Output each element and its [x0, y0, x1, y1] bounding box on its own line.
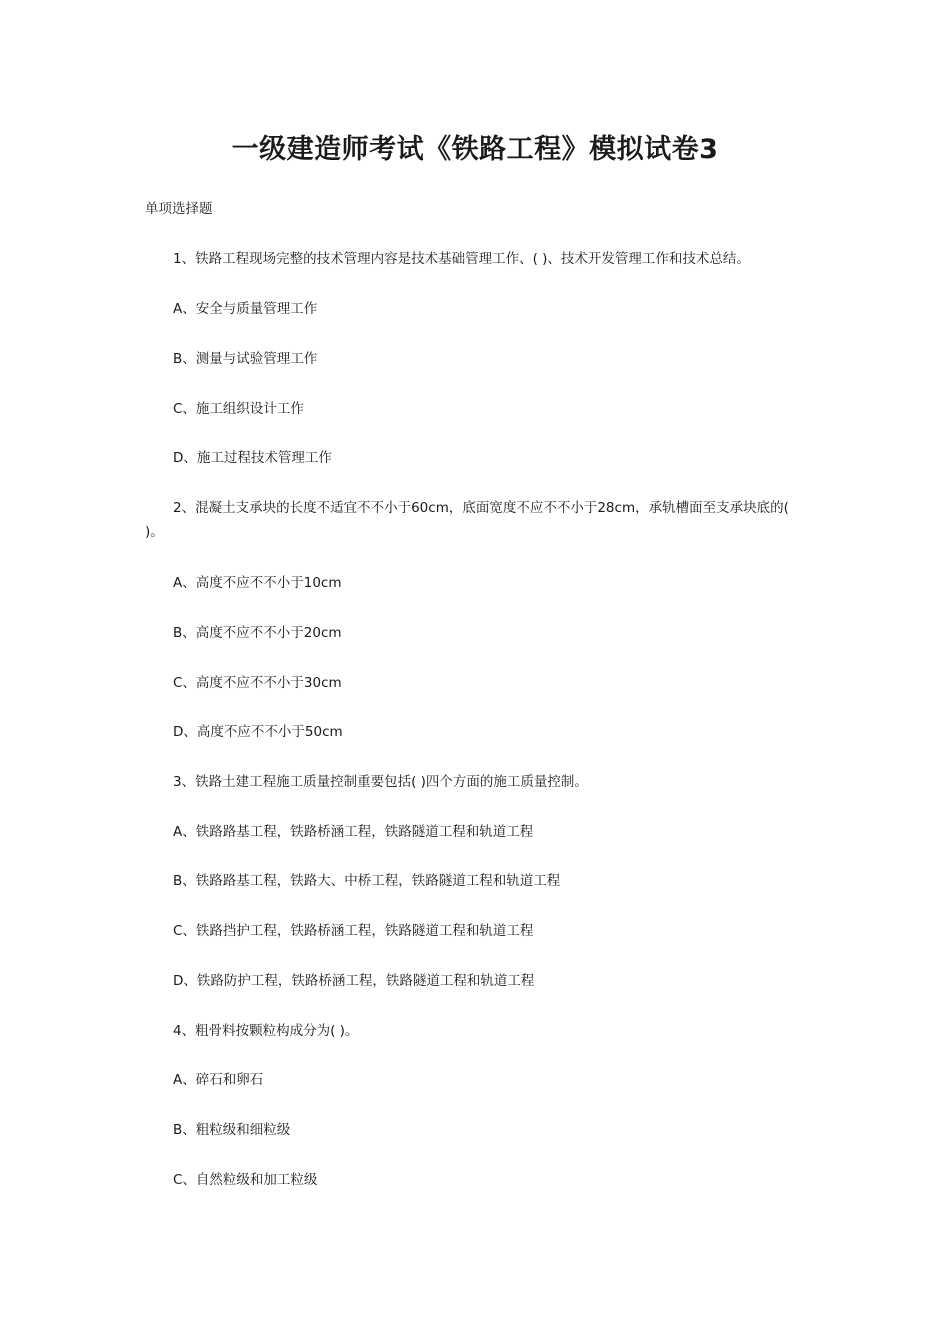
question-1-option-a: A、安全与质量管理工作	[173, 301, 318, 317]
question-1-option-b: B、测量与试验管理工作	[173, 351, 318, 367]
question-2-stem: 2、混凝土支承块的长度不适宜不不小于60cm，底面宽度不应不不小于28cm，承轨槽面至支承块底的( )。	[145, 500, 789, 540]
question-1-option-d: D、施工过程技术管理工作	[173, 450, 332, 466]
question-2-option-c: C、高度不应不不小于30cm	[173, 675, 342, 691]
section-heading: 单项选择题	[145, 201, 213, 217]
question-4-stem: 4、粗骨料按颗粒构成分为( )。	[173, 1023, 359, 1039]
question-4-option-c: C、自然粒级和加工粒级	[173, 1172, 318, 1188]
document-title: 一级建造师考试《铁路工程》模拟试卷3	[231, 134, 719, 165]
question-2-option-a: A、高度不应不不小于10cm	[173, 575, 342, 591]
question-2-option-d: D、高度不应不不小于50cm	[173, 724, 343, 740]
question-4-option-a: A、碎石和卵石	[173, 1072, 264, 1088]
question-3-option-a: A、铁路路基工程，铁路桥涵工程，铁路隧道工程和轨道工程	[173, 824, 534, 840]
question-1-stem: 1、铁路工程现场完整的技术管理内容是技术基础管理工作、( )、技术开发管理工作和技术总结。	[173, 251, 750, 267]
question-3-option-c: C、铁路挡护工程，铁路桥涵工程，铁路隧道工程和轨道工程	[173, 923, 534, 939]
question-2-option-b: B、高度不应不不小于20cm	[173, 625, 342, 641]
question-1-option-c: C、施工组织设计工作	[173, 401, 304, 417]
question-3-stem: 3、铁路土建工程施工质量控制重要包括( )四个方面的施工质量控制。	[173, 774, 588, 790]
question-3-option-d: D、铁路防护工程，铁路桥涵工程，铁路隧道工程和轨道工程	[173, 973, 535, 989]
question-3-option-b: B、铁路路基工程，铁路大、中桥工程，铁路隧道工程和轨道工程	[173, 873, 561, 889]
question-4-option-b: B、粗粒级和细粒级	[173, 1122, 291, 1138]
